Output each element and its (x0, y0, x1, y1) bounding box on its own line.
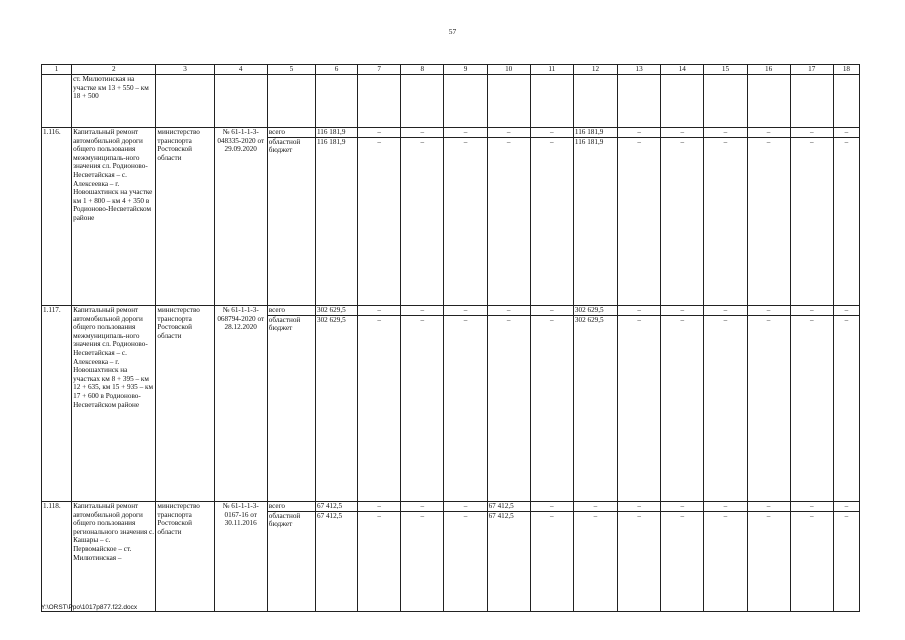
year-amount-c12-value: – (574, 502, 617, 512)
funding-source-value: областной бюджет (268, 137, 301, 155)
year-amount-c8-value: – (420, 315, 425, 324)
col-header: 6 (315, 65, 357, 75)
page-number: 57 (448, 27, 457, 36)
document-ref: № 61-1-1-3-068794-2020 от 28.12.2020 (214, 306, 267, 502)
document-ref: № 61-1-1-3-048335-2020 от 29.09.2020 (214, 128, 267, 306)
year-amount-c7-value: – (358, 502, 400, 512)
funding-source-value: областной бюджет (268, 315, 301, 333)
year-amount-c15-value: – (723, 137, 728, 146)
object-name: ст. Милютинская на участке км 13 + 550 – км 18 + 500 (72, 75, 156, 128)
table-row (42, 502, 860, 612)
year-amount-c7-value: – (377, 511, 381, 520)
total-amount-value: 67 412,5 (316, 502, 357, 512)
year-amount-c11-value: – (550, 511, 554, 520)
object-name: Капитальный ремонт автомобильной дороги общего пользования межмуниципаль-ного значения сл. Родионово-Несветайская – с. Алексеевка – г. Новошахтинск на участках км 8 + 395 – км 12 + 635, км 15 + 935 – км 17 + 600 в Родионово-Несветайском районе (72, 306, 156, 502)
col-header: 15 (704, 65, 747, 75)
funding-source-value: областной бюджет (268, 511, 301, 529)
year-amount-c12-value: – (593, 511, 598, 520)
table-row-continuation (42, 75, 860, 128)
row-number: 1.118. (42, 502, 72, 612)
col-header: 12 (573, 65, 617, 75)
year-amount-c17-value: – (809, 315, 814, 324)
year-amount-c13-value: – (637, 137, 641, 146)
year-amount-c9-value: – (444, 128, 486, 138)
year-amount-c14-value: – (680, 315, 685, 324)
year-amount-c16-value: – (748, 306, 790, 316)
funding-source (267, 128, 315, 306)
total-amount-value: 302 629,5 (316, 315, 346, 324)
col-header: 5 (267, 65, 315, 75)
year-amount-c18-value: – (834, 502, 859, 512)
year-amount-c13-value: – (637, 315, 641, 324)
col-header: 4 (214, 65, 267, 75)
year-amount-c13-value: – (618, 502, 660, 512)
object-name: Капитальный ремонт автомобильной дороги общего пользования регионального значения с. Кашары – с. Первомайское – ст. Милютинская – (72, 502, 156, 612)
year-amount-c7-value: – (358, 306, 400, 316)
year-amount-c12 (573, 502, 617, 612)
col-header: 2 (72, 65, 156, 75)
year-amount-c16 (747, 502, 790, 612)
year-amount-c10-value: – (506, 137, 511, 146)
year-amount-c18-value: – (834, 128, 859, 138)
year-amount-c16-value: – (748, 128, 790, 138)
budget-table (41, 64, 860, 612)
year-amount-c8-value: – (420, 511, 425, 520)
year-amount-c12-value: 116 181,9 (574, 128, 617, 138)
year-amount-c8 (401, 128, 444, 306)
organization: министерство транспорта Ростовской области (156, 306, 214, 502)
year-amount-c14 (661, 306, 704, 502)
year-amount-c18-value: – (844, 315, 849, 324)
year-amount-c13-value: – (637, 511, 641, 520)
year-amount-c16-value: – (748, 502, 790, 512)
column-number-row (42, 65, 860, 75)
year-amount-c15-value: – (704, 502, 746, 512)
year-amount-c11-value: – (550, 137, 554, 146)
year-amount-c11 (530, 128, 573, 306)
organization: министерство транспорта Ростовской области (156, 128, 214, 306)
year-amount-c17-value: – (791, 502, 833, 512)
col-header: 9 (444, 65, 487, 75)
year-amount-c16 (747, 128, 790, 306)
organization: министерство транспорта Ростовской области (156, 502, 214, 612)
year-amount-c7 (358, 306, 401, 502)
year-amount-c7-value: – (377, 137, 381, 146)
year-amount-c13-value: – (618, 128, 660, 138)
year-amount-c11-value: – (531, 502, 573, 512)
year-amount-c17-value: – (809, 511, 814, 520)
year-amount-c14-value: – (680, 137, 685, 146)
year-amount-c9-value: – (444, 502, 486, 512)
object-name: Капитальный ремонт автомобильной дороги общего пользования межмуниципаль-ного значения сл. Родионово-Несветайская – с. Алексеевка – г. Новошахтинск на участке км 1 + 800 – км 4 + 350 в Родионово-Несветайском районе (72, 128, 156, 306)
year-amount-c9-value: – (444, 306, 486, 316)
year-amount-c14 (661, 502, 704, 612)
year-amount-c10-value: – (488, 128, 530, 138)
year-amount-c14 (661, 128, 704, 306)
year-amount-c15 (704, 306, 747, 502)
file-path-footer: Y:\ORST\Ppo\1017p877.f22.docx (41, 604, 138, 611)
year-amount-c7 (358, 128, 401, 306)
year-amount-c11-value: – (550, 315, 554, 324)
year-amount-c11 (530, 306, 573, 502)
year-amount-c14-value: – (680, 511, 685, 520)
col-header: 17 (790, 65, 833, 75)
year-amount-c11-value: – (531, 128, 573, 138)
total-amount-value: 67 412,5 (316, 511, 343, 520)
year-amount-c11-value: – (531, 306, 573, 316)
year-amount-c8-value: – (401, 306, 443, 316)
funding-source-value: всего (268, 128, 315, 138)
year-amount-c15 (704, 502, 747, 612)
year-amount-c10-value: – (488, 306, 530, 316)
year-amount-c15-value: – (723, 315, 728, 324)
year-amount-c18-value: – (844, 137, 849, 146)
year-amount-c8-value: – (401, 502, 443, 512)
year-amount-c9 (444, 502, 487, 612)
funding-source (267, 306, 315, 502)
year-amount-c12 (573, 128, 617, 306)
table-row (42, 128, 860, 306)
year-amount-c13 (618, 128, 661, 306)
year-amount-c9-value: – (463, 315, 468, 324)
year-amount-c9 (444, 306, 487, 502)
total-amount (315, 502, 357, 612)
year-amount-c12-value: 302 629,5 (574, 306, 617, 316)
col-header: 18 (833, 65, 859, 75)
year-amount-c16 (747, 306, 790, 502)
year-amount-c8 (401, 502, 444, 612)
year-amount-c14-value: – (661, 306, 703, 316)
year-amount-c9-value: – (463, 137, 468, 146)
col-header: 14 (661, 65, 704, 75)
year-amount-c10-value: – (506, 315, 511, 324)
year-amount-c18-value: – (834, 306, 859, 316)
year-amount-c18 (833, 502, 859, 612)
year-amount-c13 (618, 502, 661, 612)
funding-source-value: всего (268, 306, 315, 316)
row-number: 1.116. (42, 128, 72, 306)
year-amount-c15-value: – (704, 128, 746, 138)
total-amount (315, 306, 357, 502)
col-header: 8 (401, 65, 444, 75)
year-amount-c18 (833, 128, 859, 306)
year-amount-c17-value: – (791, 306, 833, 316)
total-amount-value: 302 629,5 (316, 306, 357, 316)
year-amount-c17-value: – (791, 128, 833, 138)
year-amount-c7-value: – (377, 315, 381, 324)
year-amount-c17 (790, 306, 833, 502)
year-amount-c8-value: – (401, 128, 443, 138)
year-amount-c17 (790, 502, 833, 612)
funding-source (267, 502, 315, 612)
col-header: 10 (487, 65, 530, 75)
year-amount-c12 (573, 306, 617, 502)
year-amount-c12-value: 116 181,9 (574, 137, 604, 146)
year-amount-c13-value: – (618, 306, 660, 316)
document-ref: № 61-1-1-3-0167-16 от 30.11.2016 (214, 502, 267, 612)
year-amount-c13 (618, 306, 661, 502)
year-amount-c10 (487, 306, 530, 502)
year-amount-c17 (790, 128, 833, 306)
year-amount-c9-value: – (463, 511, 468, 520)
col-header: 11 (530, 65, 573, 75)
year-amount-c10-value: 67 412,5 (488, 511, 514, 520)
year-amount-c18-value: – (844, 511, 849, 520)
col-header: 3 (156, 65, 214, 75)
year-amount-c11 (530, 502, 573, 612)
year-amount-c7 (358, 502, 401, 612)
year-amount-c16-value: – (766, 511, 771, 520)
year-amount-c10-value: 67 412,5 (488, 502, 530, 512)
total-amount-value: 116 181,9 (316, 137, 346, 146)
year-amount-c15 (704, 128, 747, 306)
year-amount-c8 (401, 306, 444, 502)
year-amount-c16-value: – (766, 315, 771, 324)
year-amount-c18 (833, 306, 859, 502)
year-amount-c12-value: 302 629,5 (574, 315, 604, 324)
year-amount-c14-value: – (661, 128, 703, 138)
col-header: 16 (747, 65, 790, 75)
col-header: 1 (42, 65, 72, 75)
year-amount-c17-value: – (809, 137, 814, 146)
col-header: 13 (618, 65, 661, 75)
year-amount-c10 (487, 502, 530, 612)
funding-source-value: всего (268, 502, 315, 512)
table-row (42, 306, 860, 502)
year-amount-c9 (444, 128, 487, 306)
year-amount-c14-value: – (661, 502, 703, 512)
total-amount-value: 116 181,9 (316, 128, 357, 138)
year-amount-c7-value: – (358, 128, 400, 138)
year-amount-c8-value: – (420, 137, 425, 146)
year-amount-c15-value: – (723, 511, 728, 520)
year-amount-c10 (487, 128, 530, 306)
total-amount (315, 128, 357, 306)
year-amount-c16-value: – (766, 137, 771, 146)
row-number: 1.117. (42, 306, 72, 502)
year-amount-c15-value: – (704, 306, 746, 316)
col-header: 7 (358, 65, 401, 75)
